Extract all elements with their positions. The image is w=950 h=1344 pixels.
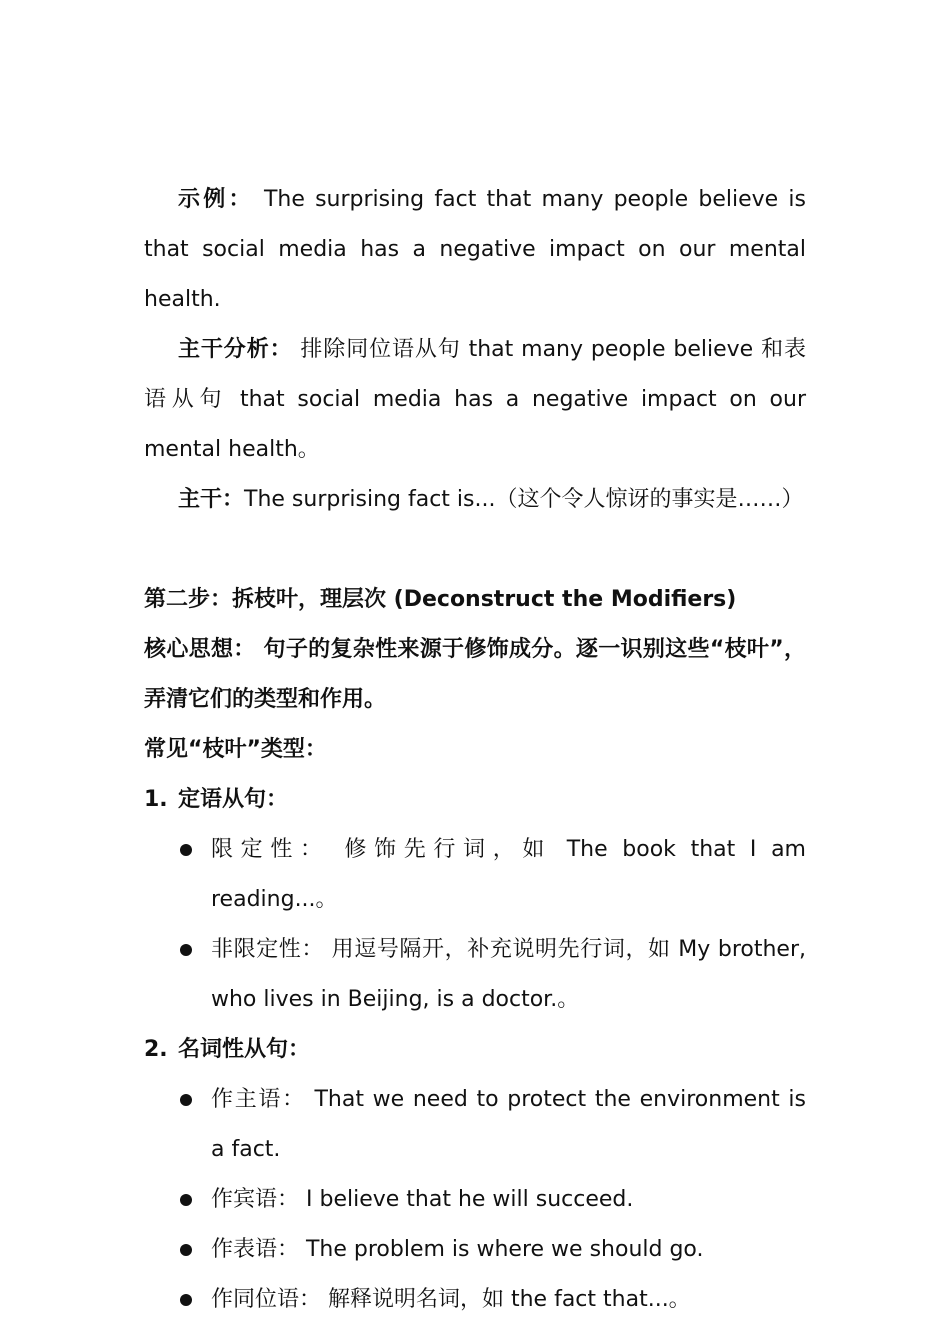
bullet-icon <box>180 1094 192 1106</box>
list-item <box>144 1225 806 1275</box>
bullet-icon <box>180 1194 192 1206</box>
main-paragraph <box>144 475 806 525</box>
list-item-text: 作同位语： 解释说明名词，如 the fact that...。 <box>211 1287 691 1312</box>
list-item <box>144 1275 806 1325</box>
section1-number: 1. <box>144 787 168 812</box>
analysis-label: 主干分析： <box>178 337 293 362</box>
section2-title: 名词性从句： <box>178 1037 311 1062</box>
list-item-text: 限定性： 修饰先行词，如 The book that I am reading...。 <box>211 837 806 912</box>
section1-list <box>144 825 806 1025</box>
list-item <box>144 825 806 925</box>
analysis-paragraph <box>144 325 806 475</box>
list-item-text: 作宾语： I believe that he will succeed. <box>211 1187 634 1212</box>
core-idea: 核心思想： 句子的复杂性来源于修饰成分。逐一识别这些“枝叶”，弄清它们的类型和作用。 <box>144 637 806 712</box>
main-label: 主干： <box>178 487 245 512</box>
bullet-icon <box>180 1294 192 1306</box>
list-item <box>144 1075 806 1175</box>
spacer <box>144 525 806 575</box>
list-item-text: 作主语： That we need to protect the environment is a fact. <box>211 1087 806 1162</box>
bullet-icon <box>180 1244 192 1256</box>
list-item <box>144 925 806 1025</box>
section2-heading <box>144 1025 806 1075</box>
list-item <box>144 1175 806 1225</box>
section2-number: 2. <box>144 1037 168 1062</box>
section2-list <box>144 1075 806 1325</box>
document-page <box>144 175 806 1325</box>
list-item-text: 非限定性： 用逗号隔开，补充说明先行词，如 My brother, who lives in Beijing, is a doctor.。 <box>211 937 806 1012</box>
main-text: The surprising fact is...（这个令人惊讶的事实是……） <box>244 487 804 512</box>
types-heading: 常见“枝叶”类型： <box>144 737 327 762</box>
example-text: The surprising fact that many people believe is that social media has a negative impact on our mental health. <box>144 187 806 312</box>
analysis-text: 排除同位语从句 that many people believe 和表语从句 that social media has a negative impact on our mental health。 <box>144 337 806 462</box>
section1-heading <box>144 775 806 825</box>
step2-heading: 第二步：拆枝叶，理层次 (Deconstruct the Modifiers) <box>144 587 737 612</box>
section1-title: 定语从句： <box>178 787 289 812</box>
example-paragraph <box>144 175 806 325</box>
bullet-icon <box>180 944 192 956</box>
bullet-icon <box>180 844 192 856</box>
example-label: 示例： <box>178 187 254 212</box>
list-item-text: 作表语： The problem is where we should go. <box>211 1237 704 1262</box>
